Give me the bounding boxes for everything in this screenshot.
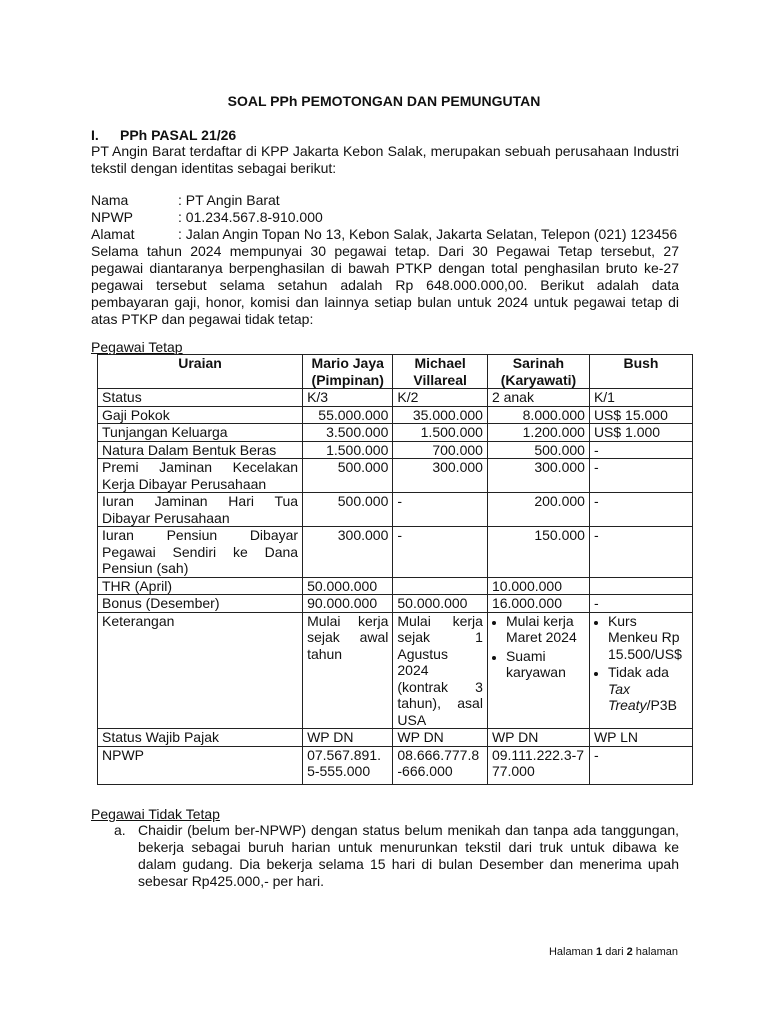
table-row-npwp	[98, 746, 693, 784]
employee-paragraph: Selama tahun 2024 mempunyai 30 pegawai tetap. Dari 30 Pegawai Tetap tersebut, 27 pegawai diantaranya berpenghasilan di bawah PTKP dengan total penghasilan bruto ke-27 pegawai tersebut selama setahun adalah Rp 648.000.000,00. Berikut adalah data pembayaran gaji, honor, komisi dan lainnya setiap bulan untuk 2024 untuk pegawai tetap di atas PTKP dan pegawai tidak tetap:	[91, 243, 679, 327]
row-label: Status Wajib Pajak	[98, 729, 303, 747]
table-row	[98, 441, 693, 459]
header-bush: Bush	[589, 355, 692, 389]
salary-table	[97, 354, 693, 785]
cell-mario: 1.500.000	[303, 441, 393, 459]
identity-value: : 01.234.567.8-910.000	[178, 209, 323, 225]
cell-bush: -	[589, 595, 692, 613]
cell-bush	[589, 612, 692, 729]
tax-suffix: /P3B	[646, 697, 677, 713]
list-item-a	[114, 822, 679, 890]
cell-sarinah: 2 anak	[487, 389, 589, 407]
intro-paragraph: PT Angin Barat terdaftar di KPP Jakarta Kebon Salak, merupakan sebuah perusahaan Industri tekstil dengan identitas sebagai berikut:	[91, 143, 679, 176]
cell-bush: -	[589, 746, 692, 784]
cell-mario: 500.000	[303, 459, 393, 493]
footer-prefix: Halaman	[548, 946, 597, 958]
row-label: Natura Dalam Bentuk Beras	[98, 441, 303, 459]
cell-michael: 1.500.000	[393, 424, 488, 442]
identity-value: : PT Angin Barat	[178, 192, 280, 208]
table-row	[98, 577, 693, 595]
document-title: SOAL PPh PEMOTONGAN DAN PEMUNGUTAN	[227, 93, 541, 109]
cell-michael	[393, 577, 488, 595]
row-label: Iuran Pensiun Dibayar Pegawai Sendiri ke Dana Pensiun (sah)	[98, 527, 303, 578]
row-label: Keterangan	[98, 612, 303, 729]
list-item: • Suami karyawan	[506, 648, 585, 681]
tax-italic: Tax Treaty	[607, 680, 647, 713]
identity-row-nama	[91, 192, 677, 209]
footer-middle: dari	[602, 946, 627, 958]
cell-michael: K/2	[393, 389, 488, 407]
header-mario: Mario Jaya (Pimpinan)	[303, 355, 393, 389]
cell-sarinah	[487, 612, 589, 729]
header-michael: Michael Villareal	[393, 355, 488, 389]
table-row	[98, 527, 693, 578]
cell-michael: 300.000	[393, 459, 488, 493]
table-row-keterangan	[98, 612, 693, 729]
footer-page-number: 1	[596, 946, 603, 958]
cell-mario: WP DN	[303, 729, 393, 747]
cell-mario: 500.000	[303, 493, 393, 527]
cell-mario: 07.567.891.5-555.000	[303, 746, 393, 784]
section-heading	[91, 127, 236, 143]
cell-mario: 90.000.000	[303, 595, 393, 613]
cell-sarinah: 10.000.000	[487, 577, 589, 595]
list-marker: a.	[114, 822, 126, 838]
cell-sarinah: 500.000	[487, 441, 589, 459]
row-label: Status	[98, 389, 303, 407]
cell-bush: -	[589, 441, 692, 459]
row-label: Bonus (Desember)	[98, 595, 303, 613]
section-number: I.	[91, 127, 99, 143]
cell-michael: 35.000.000	[393, 406, 488, 424]
cell-mario: K/3	[303, 389, 393, 407]
identity-key: Alamat	[91, 226, 135, 242]
section-label: PPh PASAL 21/26	[120, 127, 237, 143]
cell-sarinah: 200.000	[487, 493, 589, 527]
table-row	[98, 389, 693, 407]
row-label: Gaji Pokok	[98, 406, 303, 424]
pegawai-tidak-tetap-label: Pegawai Tidak Tetap	[91, 806, 220, 822]
cell-michael: Mulai kerja sejak 1 Agustus 2024 (kontrak 3 tahun), asal USA	[393, 612, 488, 729]
table-row-status-wp	[98, 729, 693, 747]
page-footer	[549, 946, 678, 958]
cell-michael: -	[393, 493, 488, 527]
cell-michael: 700.000	[393, 441, 488, 459]
cell-sarinah: 16.000.000	[487, 595, 589, 613]
identity-value: : Jalan Angin Topan No 13, Kebon Salak, Jakarta Selatan, Telepon (021) 123456	[178, 226, 678, 242]
cell-sarinah: 300.000	[487, 459, 589, 493]
cell-michael: WP DN	[393, 729, 488, 747]
cell-mario: 3.500.000	[303, 424, 393, 442]
cell-sarinah: WP DN	[487, 729, 589, 747]
header-uraian: Uraian	[98, 355, 303, 389]
cell-bush: WP LN	[589, 729, 692, 747]
cell-bush: -	[589, 527, 692, 578]
table-row	[98, 459, 693, 493]
row-label: THR (April)	[98, 577, 303, 595]
cell-michael: 08.666.777.8-666.000	[393, 746, 488, 784]
cell-mario: 55.000.000	[303, 406, 393, 424]
cell-mario: Mulai kerja sejak awal tahun	[303, 612, 393, 729]
cell-sarinah: 09.111.222.3-777.000	[487, 746, 589, 784]
cell-bush: -	[589, 493, 692, 527]
pegawai-tetap-label: Pegawai Tetap	[91, 339, 183, 355]
table-row	[98, 406, 693, 424]
header-sarinah: Sarinah (Karyawati)	[487, 355, 589, 389]
footer-suffix: halaman	[632, 946, 678, 958]
table-row	[98, 424, 693, 442]
cell-sarinah: 8.000.000	[487, 406, 589, 424]
cell-sarinah: 1.200.000	[487, 424, 589, 442]
cell-bush: US$ 1.000	[589, 424, 692, 442]
cell-bush: K/1	[589, 389, 692, 407]
list-item: • Mulai kerja Maret 2024	[506, 613, 585, 646]
identity-key: NPWP	[91, 209, 133, 225]
list-item	[608, 664, 688, 714]
cell-bush: US$ 15.000	[589, 406, 692, 424]
cell-mario: 300.000	[303, 527, 393, 578]
cell-michael: -	[393, 527, 488, 578]
cell-michael: 50.000.000	[393, 595, 488, 613]
row-label: Tunjangan Keluarga	[98, 424, 303, 442]
row-label: Premi Jaminan Kecelakan Kerja Dibayar Perusahaan	[98, 459, 303, 493]
table-row	[98, 493, 693, 527]
table-header-row	[98, 355, 693, 389]
cell-bush	[589, 577, 692, 595]
identity-row-npwp	[91, 209, 677, 226]
cell-mario: 50.000.000	[303, 577, 393, 595]
footer-total-pages: 2	[626, 946, 633, 958]
tax-prefix: Tidak ada	[607, 664, 669, 680]
company-identity	[91, 192, 677, 243]
identity-row-alamat	[91, 226, 677, 243]
cell-sarinah: 150.000	[487, 527, 589, 578]
row-label: Iuran Jaminan Hari Tua Dibayar Perusahaan	[98, 493, 303, 527]
identity-key: Nama	[91, 192, 129, 208]
list-item: • Kurs Menkeu Rp 15.500/US$	[608, 613, 688, 663]
row-label: NPWP	[98, 746, 303, 784]
cell-bush: -	[589, 459, 692, 493]
list-item-text: Chaidir (belum ber-NPWP) dengan status belum menikah dan tanpa ada tanggungan, bekerja sebagai buruh harian untuk menurunkan tekstil dari truk untuk dibawa ke dalam gudang. Dia bekerja selama 15 hari di bulan Desember dan menerima upah sebesar Rp425.000,- per hari.	[138, 822, 679, 889]
table-row	[98, 595, 693, 613]
